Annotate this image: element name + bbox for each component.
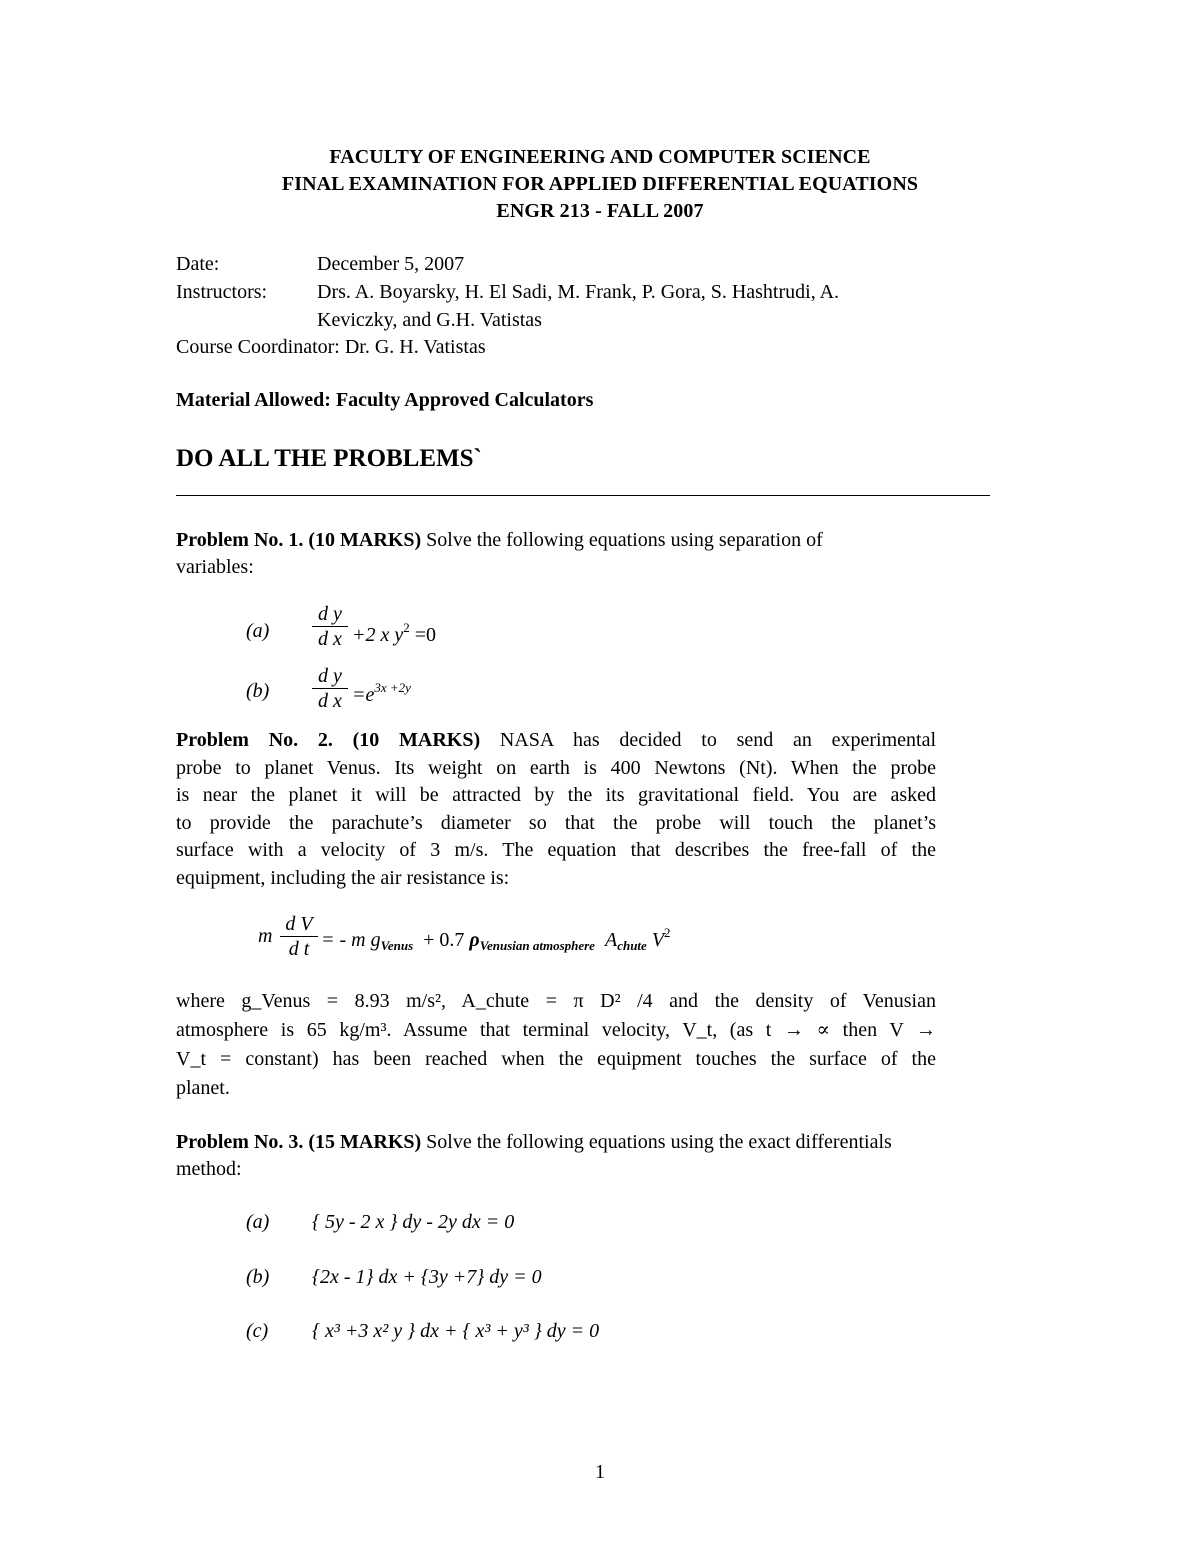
subscript-venus: Venus [380, 938, 414, 953]
faculty-heading: FACULTY OF ENGINEERING AND COMPUTER SCIENCE [329, 146, 871, 168]
problem3-c-equation: { x³ +3 x² y } dx + { x³ + y³ } dy = 0 [312, 1320, 600, 1342]
fraction-bar [312, 688, 348, 689]
subscript-chute: chute [617, 938, 647, 953]
fraction-denominator: d x [318, 690, 342, 712]
problem2-fraction [280, 914, 318, 959]
problem2-eq-m: m [258, 925, 273, 947]
problem2-equation-rest [321, 926, 671, 952]
material-allowed: Material Allowed: Faculty Approved Calculators [176, 389, 594, 411]
exam-title: FINAL EXAMINATION FOR APPLIED DIFFERENTIAL EQUATIONS [281, 173, 919, 195]
equation-terms: =e [352, 684, 375, 706]
problem2-line6: equipment, including the air resistance is: [176, 866, 510, 889]
equation-tail: =0 [414, 624, 437, 646]
problem2-line1 [176, 727, 936, 755]
problem1-text-cont: variables: [176, 556, 254, 578]
velocity-symbol: V [651, 929, 665, 951]
fraction-numerator: d y [318, 665, 342, 687]
fraction-denominator: d x [318, 628, 342, 650]
equation-gravity-term: = - m g [321, 929, 381, 951]
date-value: December 5, 2007 [317, 253, 465, 275]
equation-terms: +2 x y [352, 624, 404, 646]
fraction-bar [312, 626, 348, 627]
date-label: Date: [176, 253, 220, 275]
problem2-line5: surface with a velocity of 3 m/s. The equation that describes the free-fall of the [176, 839, 936, 861]
problem3-a-label: (a) [246, 1211, 270, 1233]
problem3-heading: Problem No. 3. (15 MARKS) [176, 1131, 422, 1153]
section-divider [176, 495, 990, 496]
course-coordinator: Course Coordinator: Dr. G. H. Vatistas [176, 336, 486, 358]
where-line2: atmosphere is 65 kg/m³. Assume that terminal velocity, V_t, (as t → ∝ then V → [176, 1019, 936, 1041]
where-line3: V_t = constant) has been reached when the equipment touches the surface of the [176, 1048, 936, 1070]
problem2-where [176, 987, 936, 1103]
fraction-bar [280, 936, 318, 937]
problem1-a-equation [352, 621, 436, 645]
problem3-a-equation: { 5y - 2 x } dy - 2y dx = 0 [312, 1211, 515, 1233]
fraction-numerator: d V [285, 913, 313, 935]
problem3-c-label: (c) [246, 1320, 269, 1342]
problem3-text: Solve the following equations using the exact differentials [426, 1131, 892, 1153]
where-line4: planet. [176, 1077, 230, 1099]
exponent: 2 [664, 925, 671, 940]
problem2-body [176, 727, 936, 892]
problem2-text: NASA has decided to send an experimental [499, 729, 937, 751]
rho-symbol: ρ [469, 929, 480, 951]
problem1-heading: Problem No. 1. (10 MARKS) [176, 529, 422, 551]
problem1-a-fraction [312, 604, 348, 649]
problem1-a-label: (a) [246, 620, 270, 642]
fraction-denominator: d t [288, 938, 310, 960]
problem2-line2: probe to planet Venus. Its weight on earth is 400 Newtons (Nt). When the probe [176, 756, 936, 779]
exponent: 2 [403, 620, 410, 635]
problem3-b-label: (b) [246, 1266, 270, 1288]
subscript-atmosphere: Venusian atmosphere [479, 938, 595, 953]
problem3-text-cont: method: [176, 1158, 242, 1180]
problem2-line4: to provide the parachute’s diameter so that the probe will touch the planet’s [176, 811, 936, 834]
where-line1: where g_Venus = 8.93 m/s², A_chute = π D² /4 and the density of Venusian [176, 990, 936, 1012]
problem3-intro [176, 1132, 892, 1152]
problem1-b-fraction [312, 666, 348, 711]
course-title: ENGR 213 - FALL 2007 [496, 200, 704, 222]
instructors-line1: Drs. A. Boyarsky, H. El Sadi, M. Frank, P. Gora, S. Hashtrudi, A. [317, 281, 840, 303]
instruction-heading: DO ALL THE PROBLEMS` [176, 445, 482, 472]
exponent: 3x +2y [374, 680, 411, 695]
instructors-label: Instructors: [176, 281, 268, 303]
problem1-b-equation [352, 681, 411, 705]
problem1-intro [176, 530, 823, 550]
problem3-b-equation: {2x - 1} dx + {3y +7} dy = 0 [312, 1266, 542, 1288]
page-number: 1 [595, 1461, 605, 1483]
problem1-text: Solve the following equations using separation of [426, 529, 823, 551]
area-symbol: A [604, 929, 618, 951]
instructors-line2: Keviczky, and G.H. Vatistas [317, 309, 542, 331]
problem1-b-label: (b) [246, 680, 270, 702]
problem2-line3: is near the planet it will be attracted by the its gravitational field. You are asked [176, 784, 936, 806]
equation-coefficient: + 0.7 [423, 929, 465, 951]
problem2-heading: Problem No. 2. (10 MARKS) [176, 729, 481, 751]
fraction-numerator: d y [318, 603, 342, 625]
